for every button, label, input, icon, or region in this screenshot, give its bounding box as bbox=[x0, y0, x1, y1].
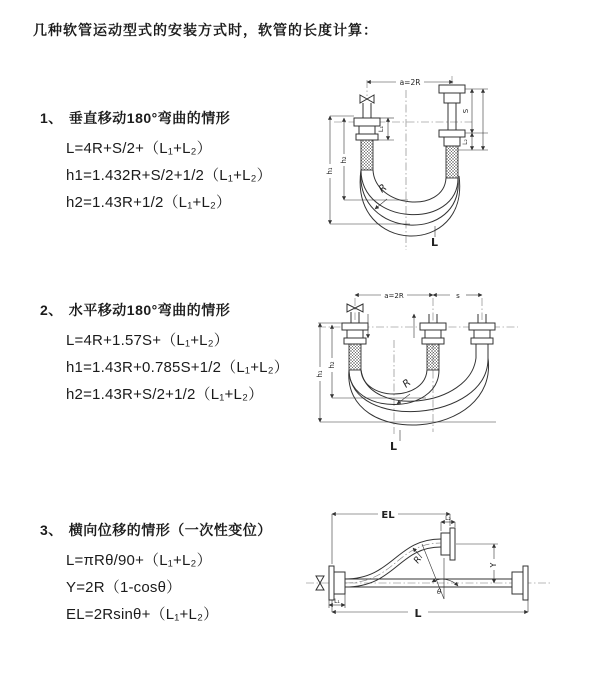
dim-l2: L₂ bbox=[445, 515, 451, 522]
label-radius: R bbox=[412, 554, 425, 566]
valve-icon bbox=[316, 576, 324, 583]
section-3-number: 3、 bbox=[40, 522, 63, 538]
section-1-formula-h1: h1=1.432R+S/2+1/2（L₁+L₂） bbox=[66, 167, 272, 184]
valve-icon bbox=[316, 583, 324, 590]
section-1-formula-h2: h2=1.43R+1/2（L₁+L₂） bbox=[66, 194, 232, 211]
valve-icon bbox=[355, 304, 363, 312]
diagram-lateral-displacement bbox=[298, 502, 560, 637]
valve-icon bbox=[367, 95, 374, 103]
section-1-number: 1、 bbox=[40, 110, 63, 126]
dim-l2: L₂ bbox=[462, 139, 469, 145]
label-radius: R bbox=[400, 377, 414, 391]
section-3-heading-text: 横向位移的情形（一次性变位） bbox=[68, 522, 272, 538]
valve-icon bbox=[360, 95, 367, 103]
dim-el: EL bbox=[381, 510, 395, 521]
pipe-fittings bbox=[342, 304, 495, 370]
diagram-horizontal-180-bend bbox=[306, 282, 541, 462]
dim-h2: h₂ bbox=[340, 156, 348, 164]
section-2-formula-h1: h1=1.43R+0.785S+1/2（L₁+L₂） bbox=[66, 359, 289, 376]
diagram-vertical-180-bend bbox=[312, 66, 534, 258]
label-radius: R bbox=[376, 182, 390, 196]
dim-l1: L₁ bbox=[334, 598, 340, 605]
dim-h2: h₂ bbox=[328, 361, 336, 369]
section-2-formula-h2: h2=1.43R+S/2+1/2（L₁+L₂） bbox=[66, 386, 264, 403]
dim-h1: h₁ bbox=[316, 370, 324, 378]
braided-hose-section bbox=[349, 344, 361, 370]
dimension-lines bbox=[316, 292, 496, 422]
radius-callout bbox=[412, 548, 424, 566]
dim-y: Y bbox=[489, 562, 498, 568]
dimension-lines bbox=[329, 510, 528, 620]
section-1-heading bbox=[40, 108, 230, 128]
dim-h1: h₁ bbox=[326, 167, 334, 175]
label-length: L bbox=[390, 440, 398, 453]
section-2-formula-L: L=4R+1.57S+（L₁+L₂） bbox=[66, 332, 229, 349]
pipe-fittings bbox=[354, 85, 465, 178]
braided-hose-section bbox=[446, 146, 458, 178]
section-3-formula-L: L=πRθ/90+（L₁+L₂） bbox=[66, 552, 212, 569]
page-title: 几种软管运动型式的安装方式时，软管的长度计算： bbox=[33, 22, 378, 38]
dim-s: s bbox=[456, 292, 460, 300]
section-3-formula-EL: EL=2Rsinθ+（L₁+L₂） bbox=[66, 606, 219, 623]
dimension-lines bbox=[326, 78, 488, 224]
section-2-number: 2、 bbox=[40, 302, 63, 318]
hose-curves bbox=[345, 539, 441, 587]
label-length: L bbox=[431, 236, 439, 249]
section-2-heading bbox=[40, 300, 230, 320]
dim-s: S bbox=[462, 108, 470, 114]
braided-hose-section bbox=[361, 140, 373, 170]
dim-a-2R: a=2R bbox=[384, 292, 404, 300]
section-1-formula-L: L=4R+S/2+（L₁+L₂） bbox=[66, 140, 212, 157]
dim-l: L bbox=[414, 607, 422, 620]
label-theta: θ bbox=[437, 588, 442, 596]
braided-hose-section bbox=[427, 344, 439, 370]
section-2-heading-text: 水平移动180°弯曲的情形 bbox=[68, 302, 231, 318]
dim-a-2R: a=2R bbox=[399, 78, 421, 87]
section-1-heading-text: 垂直移动180°弯曲的情形 bbox=[68, 110, 231, 126]
hose-curves bbox=[349, 358, 489, 425]
valve-icon bbox=[347, 304, 355, 312]
radius-callout bbox=[375, 182, 389, 209]
centerlines bbox=[318, 298, 518, 434]
dim-l1: L₁ bbox=[377, 125, 385, 133]
section-3-heading bbox=[40, 520, 272, 540]
hose-curves bbox=[360, 170, 460, 236]
section-3-formula-Y: Y=2R（1-cosθ） bbox=[66, 579, 182, 596]
